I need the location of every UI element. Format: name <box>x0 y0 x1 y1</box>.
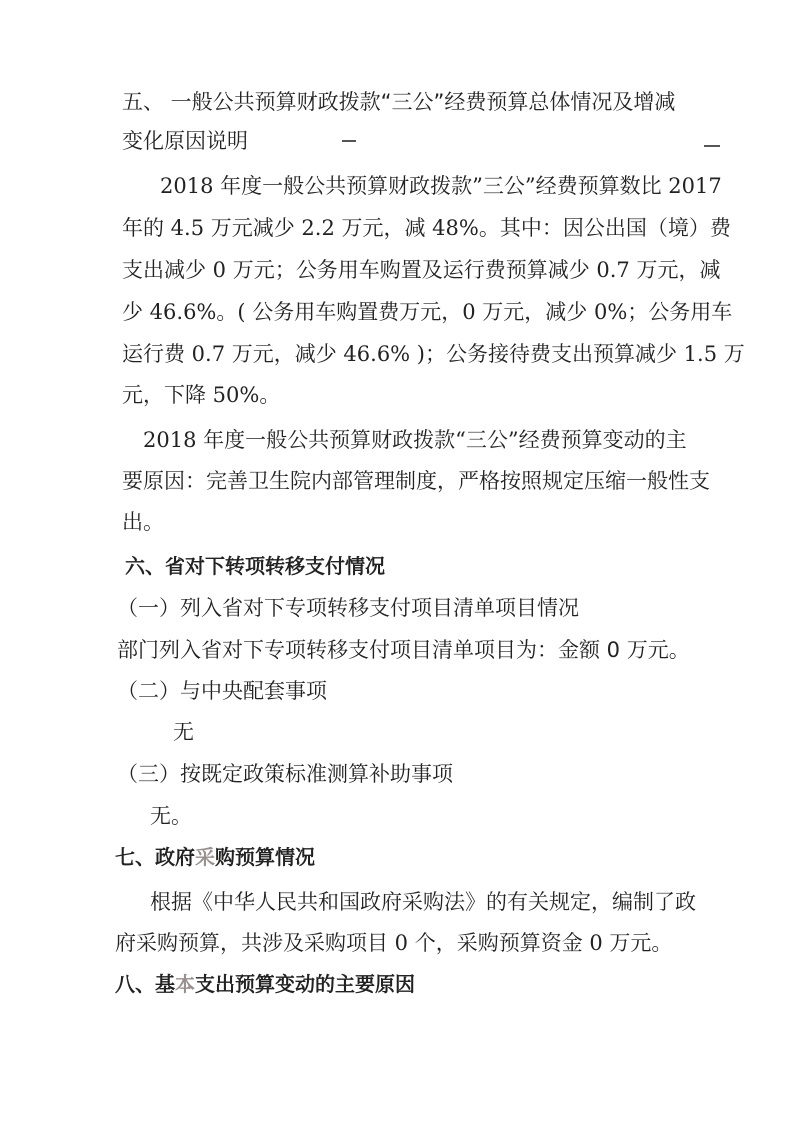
scan-mark <box>342 140 356 142</box>
paragraph-line: 出。 <box>122 510 164 534</box>
paragraph-line: 元，下降 50%。 <box>122 383 281 407</box>
section7-heading-part: 采 <box>195 845 215 869</box>
section5-heading-line2: 变化原因说明 <box>122 129 248 153</box>
section8-heading-part: 本 <box>175 972 195 996</box>
paragraph-line: 府采购预算，共涉及采购项目 0 个，采购预算资金 0 万元。 <box>115 931 673 955</box>
section6-sub1-text: 部门列入省对下专项转移支付项目清单项目为： <box>117 638 558 662</box>
paragraph-line: 年的 4.5 万元减少 2.2 万元，减 48%。其中：因公出国（境）费 <box>122 216 731 240</box>
section6-sub1-title: （一）列入省对下专项转移支付项目清单项目情况 <box>117 596 579 620</box>
section6-sub3-title: （三）按既定政策标准测算补助事项 <box>117 762 453 786</box>
paragraph-line: 根据《中华人民共和国政府采购法》的有关规定，编制了政 <box>150 890 696 914</box>
section6-sub2-title: （二）与中央配套事项 <box>117 679 327 703</box>
section6-sub2-text: 无 <box>173 720 194 744</box>
section7-heading-part: 购预算情况 <box>215 845 315 869</box>
section7-heading <box>115 843 315 871</box>
paragraph-line: 支出减少 0 万元；公务用车购置及运行费预算减少 0.7 万元，减 <box>122 258 721 282</box>
section7-heading-part: 七、政府 <box>115 845 195 869</box>
paragraph-line: 2018 年度一般公共预算财政拨款”三公”经费预算数比 2017 <box>160 174 722 198</box>
section8-heading-part: 八、基 <box>115 972 175 996</box>
section5-heading-line1: 五、 一般公共预算财政拨款“三公”经费预算总体情况及增减 <box>122 90 676 114</box>
paragraph-line: 2018 年度一般公共预算财政拨款“三公”经费预算变动的主 <box>143 428 687 452</box>
paragraph-line: 运行费 0.7 万元，减少 46.6% )；公务接待费支出预算减少 1.5 万 <box>122 342 745 366</box>
section6-sub1-amount: 金额 0 万元。 <box>558 638 690 662</box>
scan-mark <box>704 145 720 147</box>
paragraph-line: 要原因：完善卫生院内部管理制度，严格按照规定压缩一般性支 <box>122 469 710 493</box>
section6-heading: 六、省对下转项转移支付情况 <box>125 554 385 578</box>
section6-sub3-text: 无。 <box>150 804 192 828</box>
section8-heading-part: 支出预算变动的主要原因 <box>195 972 415 996</box>
paragraph-line: 少 46.6%。( 公务用车购置费万元，0 万元，减少 0%；公务用车 <box>122 300 733 324</box>
section8-heading <box>115 970 415 998</box>
